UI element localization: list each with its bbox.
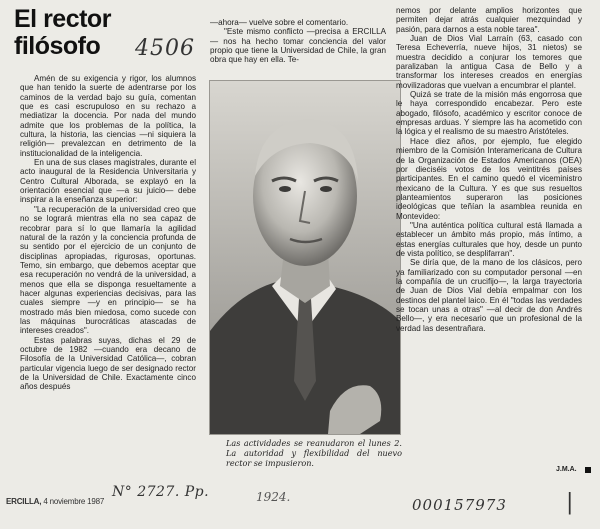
publication-name: ERCILLA, (6, 497, 42, 506)
paragraph: "Este mismo conflicto —precisa a ERCILLA— nos ha hecho tomar conciencia del valor propio que tiene la Universidad de Chile, la gran obra que hay en ella. Te- (210, 27, 386, 65)
paragraph: "Una auténtica política cultural está llamada a establecer un ámbito más propio, más íntimo, a estas energías culturales que hoy, desde un punto de vista político, se desplifarran". (396, 220, 582, 258)
end-of-article-square (585, 467, 591, 473)
handwritten-archive-number: 000157973 (412, 496, 507, 514)
handwritten-corner-mark: | (566, 490, 574, 515)
portrait-photo (209, 80, 401, 435)
paragraph: Se diría que, de la mano de los clásicos, pero ya familiarizado con su computador personal —en la compañía de un crucifijo—, la larga trayectoria de Juan de Dios Vial debía empalmar con los destinos del plantel laico. En él "todas las verdades se tocan unas a otras" —al decir de don Andrés Bello—, y era necesario que un profesional de la verdad las desentrañara. (396, 258, 582, 333)
article-column-2 (210, 18, 386, 68)
paragraph: Quizá se trate de la misión más engorrosa que le haya correspondido encabezar. Pero este abogado, filósofo, académico y escritor conoce de empresas arduas. Y siempre las ha acometido con la lógica y el realismo de su maestro Aristóteles. (396, 90, 582, 137)
author-initials: J.M.A. (556, 466, 577, 473)
paragraph: Estas palabras suyas, dichas el 29 de octubre de 1982 —cuando era decano de Filosofía de la Universidad Católica—, cobran particular vigencia luego de ser designado rector de la Universidad de Chile. Exactamente cinco años después (20, 335, 196, 392)
handwritten-issue-number: N° 2727. Pp. (112, 484, 210, 500)
paragraph: En una de sus clases magistrales, durante el acto inaugural de la Residencia Universitaria y Centro Cultural Alborada, se explayó en la orientación esencial que —a su juicio— debe inspirar a la enseñanza superior: (20, 158, 196, 205)
article-column-3 (396, 6, 582, 466)
paragraph: "La recuperación de la universidad creo que no se logrará mientras ella no sea capaz de recobrar para sí lo que llamaría la agilidad natural de la razón y la conciencia profunda de su sentido por el ejercicio de un conjunto de disciplinas apropiadas, rigurosas, oportunas. Temo, sin embargo, que debemos aceptar que esa recuperación no vendrá de la universidad, a menos que ella se disponga resueltamente a hacer algunas experiencias decisivas, para las cuales siempre —y en principio— se ha mostrado más bien miedosa, como sucede con las máquinas burocráticas atascadas de intereses creados". (20, 204, 196, 336)
paragraph: nemos por delante amplios horizontes que permiten dejar atrás cualquier mezquindad y pasión, para darnos a esta noble tarea". (396, 6, 582, 34)
photo-caption: Las actividades se reanudaron el lunes 2. La autoridad y flexibilidad del nuevo rector se impusieron. (226, 438, 402, 468)
article-column-1 (20, 74, 196, 470)
article-title: El rector filósofo (14, 5, 111, 60)
paragraph: Amén de su exigencia y rigor, los alumnos que han tenido la suerte de adentrarse por los caminos de la verdad bajo su guía, comentan que es casi escrupuloso en su rechazo a mediatizar la docencia. Por nada del mundo admite que los problemas de la política, la cultura, la historia, las ciencias —ni siquiera la religión— prevalezcan en detrimento de la institucionalidad de la inteligencia. (20, 74, 196, 158)
handwritten-reference-number: 4506 (135, 36, 195, 61)
paragraph: Hace diez años, por ejemplo, fue elegido miembro de la Comisión Interamericana de Cultura de la Organización de Estados Americanos (OEA) por dieciséis votos de los veintitrés países participantes. En el camino quedó el viceministro mexicano de la Cultura. Y es que sus resueltos planteamientos superaron las posiciones ideológicas que teñían la asamblea reunida en Montevideo: (396, 136, 582, 221)
paragraph: Juan de Dios Vial Larraín (63, casado con Teresa Echeverría, nueve hijos, 31 nietos) se muestra decidido a conjurar los temores que paralizaban la antigua Casa de Bello y a transformar los intereses creados en energías movilizadoras que vuelvan a encumbrar el plantel. (396, 34, 582, 90)
paragraph: —ahora— vuelve sobre el comentario. (210, 18, 349, 27)
handwritten-code: 1924. (256, 490, 291, 504)
publication-date: 4 noviembre 1987 (43, 497, 105, 506)
publication-source (6, 497, 104, 506)
